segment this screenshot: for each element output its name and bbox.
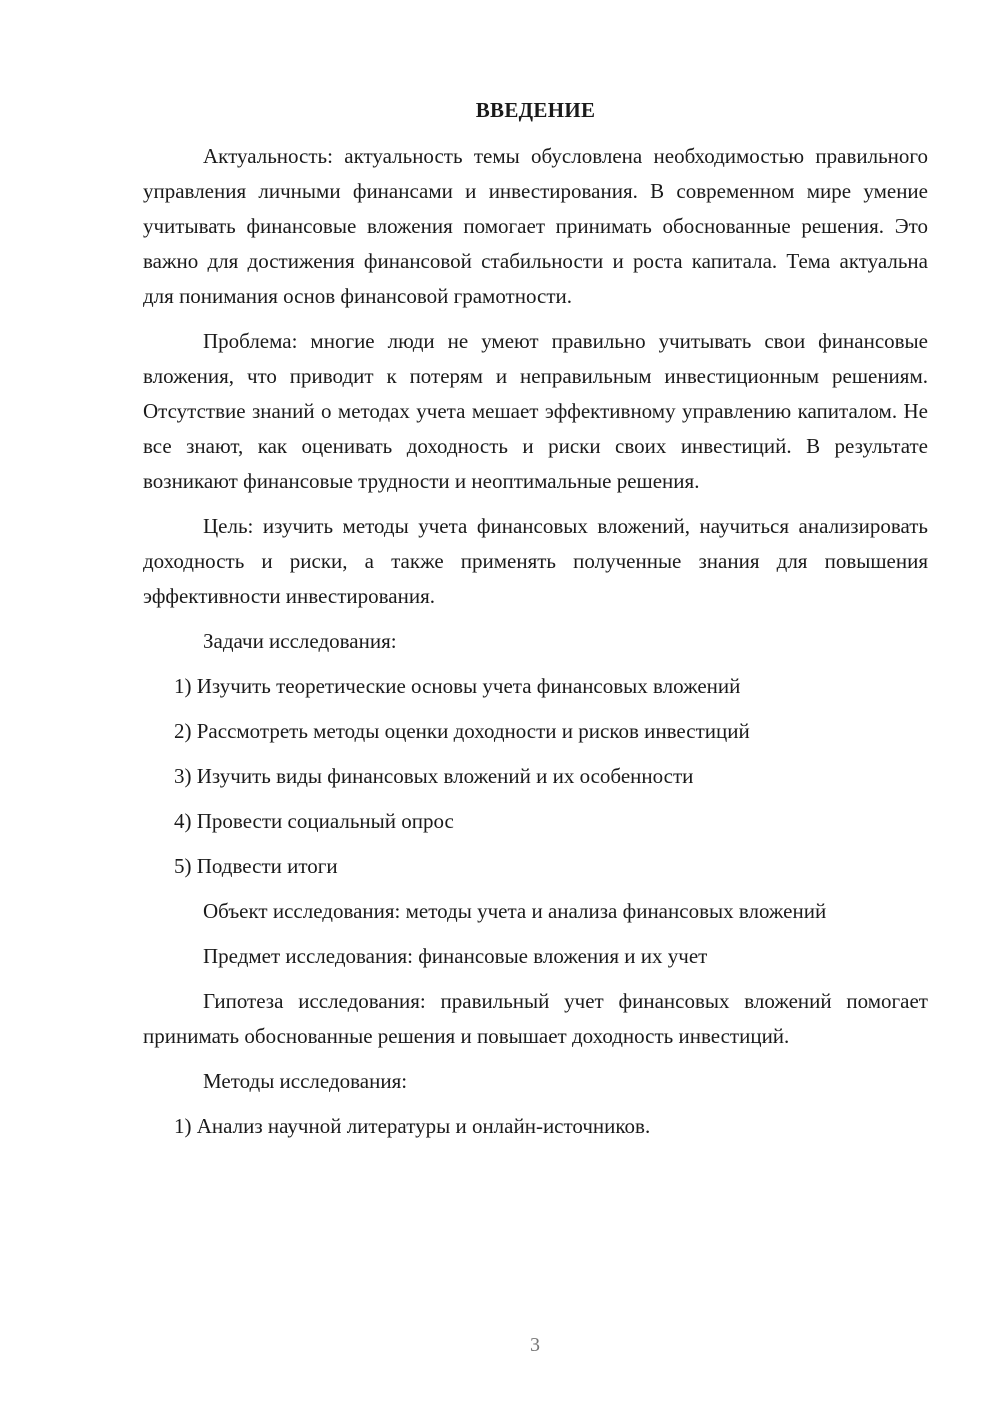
list-item: 5) Подвести итоги — [174, 854, 338, 878]
list-item: 4) Провести социальный опрос — [174, 809, 454, 833]
page-number: 3 — [530, 1334, 540, 1356]
document-page — [143, 95, 928, 1154]
page-title: ВВЕДЕНИЕ — [475, 98, 596, 122]
relevance-paragraph: Актуальность: актуальность темы обусловлена необходимостью правильного управления личными финансами и инвестирования. В современном мире умение учитывать финансовые вложения помогает принимать обоснованные решения. Это важно для достижения финансовой стабильности и роста капитала. Тема актуальна для понимания основ финансовой грамотности. — [143, 144, 928, 308]
goal-paragraph: Цель: изучить методы учета финансовых вложений, научиться анализировать доходность и риски, а также применять полученные знания для повышения эффективности инвестирования. — [143, 514, 928, 608]
list-item: 1) Анализ научной литературы и онлайн-источников. — [174, 1114, 651, 1138]
list-item: 1) Изучить теоретические основы учета финансовых вложений — [174, 674, 741, 698]
tasks-heading: Задачи исследования: — [203, 629, 397, 653]
problem-paragraph: Проблема: многие люди не умеют правильно учитывать свои финансовые вложения, что приводит к потерям и неправильным инвестиционным решениям. Отсутствие знаний о методах учета мешает эффективному управлению капиталом. Не все знают, как оценивать доходность и риски своих инвестиций. В результате возникают финансовые трудности и неоптимальные решения. — [143, 329, 928, 493]
list-item: 3) Изучить виды финансовых вложений и их особенности — [174, 764, 694, 788]
hypothesis-paragraph: Гипотеза исследования: правильный учет финансовых вложений помогает принимать обоснованные решения и повышает доходность инвестиций. — [143, 989, 928, 1048]
tasks-list — [143, 669, 928, 884]
methods-list — [143, 1109, 928, 1144]
object-paragraph: Объект исследования: методы учета и анализа финансовых вложений — [203, 899, 827, 923]
methods-heading: Методы исследования: — [203, 1069, 408, 1093]
subject-paragraph: Предмет исследования: финансовые вложения и их учет — [203, 944, 708, 968]
list-item: 2) Рассмотреть методы оценки доходности и рисков инвестиций — [174, 719, 750, 743]
